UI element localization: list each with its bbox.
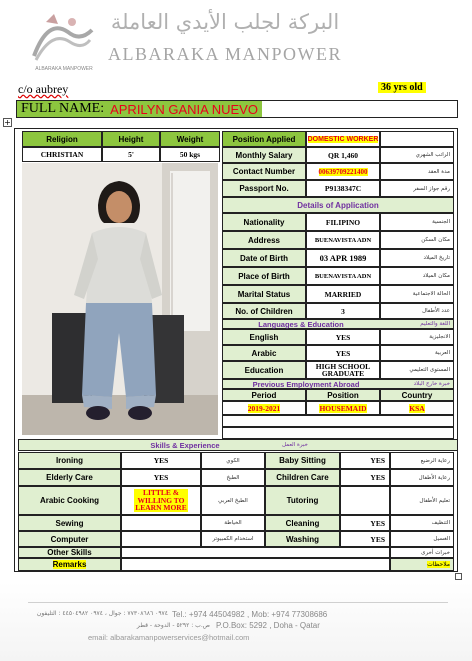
skill-computer-label: Computer — [18, 531, 121, 547]
skill-children-label: Children Care — [265, 469, 340, 486]
full-name-highlight — [17, 101, 262, 117]
remarks-label: Remarks — [52, 560, 87, 569]
remarks-arabic: ملاحظات — [427, 561, 450, 568]
skills-title-arabic: خبرة العمل — [282, 442, 308, 448]
marital-arabic: الحالة الاجتماعية — [380, 285, 454, 303]
marital-label: Marital Status — [222, 285, 306, 303]
skill-sewing-arabic: الخياطة — [201, 515, 265, 531]
passport-label: Passport No. — [222, 180, 306, 197]
table-move-handle[interactable]: + — [4, 118, 11, 127]
nationality-value: FILIPINO — [306, 213, 380, 231]
arabic-arabic: العربية — [380, 345, 454, 361]
english-label: English — [222, 329, 306, 345]
skill-cooking-label: Arabic Cooking — [18, 486, 121, 515]
full-name-label: FULL NAME: — [21, 101, 105, 116]
languages-title-arabic: اللغة والتعليم — [420, 321, 450, 327]
country-header: Country — [380, 389, 454, 401]
position-header: Position Applied — [222, 131, 306, 147]
arabic-label: Arabic — [222, 345, 306, 361]
pob-arabic: مكان الميلاد — [380, 267, 454, 285]
nationality-label: Nationality — [222, 213, 306, 231]
skill-tutoring-label: Tutoring — [265, 486, 340, 515]
height-value: 5' — [102, 147, 160, 162]
skill-baby-label: Baby Sitting — [265, 452, 340, 469]
religion-header: Religion — [22, 131, 102, 147]
skill-children-value: YES — [340, 469, 390, 486]
weight-header: Weight — [160, 131, 220, 147]
full-name-value: APRILYN GANIA NUEVO — [110, 101, 258, 117]
footer-address-english: P.O.Box: 5292 , Doha - Qatar — [216, 621, 320, 630]
skill-cleaning-value: YES — [340, 515, 390, 531]
emp-country-value: KSA — [409, 403, 425, 413]
children-label: No. of Children — [222, 303, 306, 319]
contact-value: 00639709221400 — [318, 167, 368, 176]
remarks-value — [121, 558, 390, 571]
skill-sewing-label: Sewing — [18, 515, 121, 531]
dob-label: Date of Birth — [222, 249, 306, 267]
passport-arabic: رقم جواز السفر — [380, 180, 454, 197]
pob-value: BUENAVISTA ADN — [306, 267, 380, 285]
skill-tutoring-value — [340, 486, 390, 515]
religion-value: CHRISTIAN — [22, 147, 102, 162]
remarks-label-cell — [18, 558, 121, 571]
children-value: 3 — [306, 303, 380, 319]
position-cell — [306, 131, 380, 147]
skill-computer-value — [121, 531, 201, 547]
applicant-photo — [22, 163, 218, 435]
pob-label: Place of Birth — [222, 267, 306, 285]
address-arabic: مكان السكن — [380, 231, 454, 249]
skill-washing-label: Washing — [265, 531, 340, 547]
emp-position-value: HOUSEMAID — [319, 403, 367, 413]
other-skills-label: Other Skills — [18, 547, 121, 558]
skill-ironing-label: Ironing — [18, 452, 121, 469]
skill-baby-arabic: رعاية الرضيع — [390, 452, 454, 469]
emp-blank-row-2 — [222, 427, 454, 439]
skill-sewing-value — [121, 515, 201, 531]
skill-cleaning-label: Cleaning — [265, 515, 340, 531]
emp-blank-row-1 — [222, 415, 454, 427]
skill-cooking-arabic: الطبخ العربي — [201, 486, 265, 515]
marital-value: MARRIED — [306, 285, 380, 303]
skill-baby-value: YES — [340, 452, 390, 469]
skill-cleaning-arabic: التنظيف — [390, 515, 454, 531]
remarks-arabic-cell — [390, 558, 454, 571]
skill-children-arabic: رعاية الأطفال — [390, 469, 454, 486]
salary-value: QR 1,460 — [306, 147, 380, 163]
full-name-row — [16, 100, 458, 118]
skill-elderly-label: Elderly Care — [18, 469, 121, 486]
contact-arabic: مدة العقد — [380, 163, 454, 180]
footer-contact-english: Tel.: +974 44504982 , Mob: +974 77308686 — [172, 610, 328, 619]
skills-title: Skills & Experience — [150, 440, 220, 450]
nationality-arabic: الجنسية — [380, 213, 454, 231]
skill-elderly-arabic: الطبخ — [201, 469, 265, 486]
employment-title: Previous Employment Abroad — [252, 379, 360, 389]
weight-value: 50 kgs — [160, 147, 220, 162]
skill-elderly-value: YES — [121, 469, 201, 486]
salary-label: Monthly Salary — [222, 147, 306, 163]
contact-label: Contact Number — [222, 163, 306, 180]
logo-caption: ALBARAKA MANPOWER — [35, 66, 93, 72]
other-skills-value — [121, 547, 390, 558]
skill-washing-value: YES — [340, 531, 390, 547]
other-skills-arabic: خبرات أخرى — [390, 547, 454, 558]
passport-value: P9138347C — [306, 180, 380, 197]
footer-email: email: albarakamanpowerservices@hotmail.com — [88, 633, 250, 642]
address-label: Address — [222, 231, 306, 249]
age-badge: 36 yrs old — [378, 82, 426, 93]
english-value: YES — [306, 329, 380, 345]
education-value: HIGH SCHOOL GRADUATE — [306, 361, 380, 379]
english-arabic: الانجليزية — [380, 329, 454, 345]
emp-position-header: Position — [306, 389, 380, 401]
application-title: Details of Application — [222, 197, 454, 213]
company-name-arabic: البركة لجلب الأيدي العاملة — [110, 10, 340, 34]
emp-period-value: 2019-2021 — [247, 403, 281, 413]
children-arabic: عدد الأطفال — [380, 303, 454, 319]
skill-cooking-cell — [121, 486, 201, 515]
skill-tutoring-arabic: تعليم الأطفال — [390, 486, 454, 515]
company-logo — [28, 10, 98, 74]
position-value: DOMESTIC WORKER — [307, 135, 379, 143]
skill-washing-arabic: الغسيل — [390, 531, 454, 547]
employment-title-arabic: خبرة خارج البلاد — [413, 381, 450, 387]
height-header: Height — [102, 131, 160, 147]
footer-line — [28, 602, 448, 603]
company-name-english: ALBARAKA MANPOWER — [107, 44, 342, 64]
skill-cooking-value: LITTLE & WILLING TO LEARN MORE — [135, 487, 187, 513]
dob-value: 03 APR 1989 — [306, 249, 380, 267]
salary-arabic: الراتب الشهري — [380, 147, 454, 163]
education-arabic: المستوى التعليمي — [380, 361, 454, 379]
skill-ironing-value: YES — [121, 452, 201, 469]
footer-contact-arabic: ٠٩٧٤ ٧٧٣٠٨٦٨٦ : جوال ، ٠٩٧٤ ٤٤٥٠٤٩٨٢ : التليفون — [36, 610, 168, 617]
emp-position-cell — [306, 401, 380, 415]
table-resize-handle[interactable] — [455, 573, 462, 580]
care-of: c/o aubrey — [18, 82, 69, 96]
education-label: Education — [222, 361, 306, 379]
period-header: Period — [222, 389, 306, 401]
skill-ironing-arabic: الكوي — [201, 452, 265, 469]
skill-computer-arabic: استخدام الكمبيوتر — [201, 531, 265, 547]
position-blank-cell — [380, 131, 454, 147]
arabic-value: YES — [306, 345, 380, 361]
contact-cell — [306, 163, 380, 180]
languages-title: Languages & Education — [258, 319, 344, 329]
emp-country-cell — [380, 401, 454, 415]
address-value: BUENAVISTA ADN — [306, 231, 380, 249]
dob-arabic: تاريخ الميلاد — [380, 249, 454, 267]
emp-period-cell — [222, 401, 306, 415]
footer-address-arabic: ص.ب : ٥٢٩٢ - الدوحة - قطر — [136, 622, 210, 629]
